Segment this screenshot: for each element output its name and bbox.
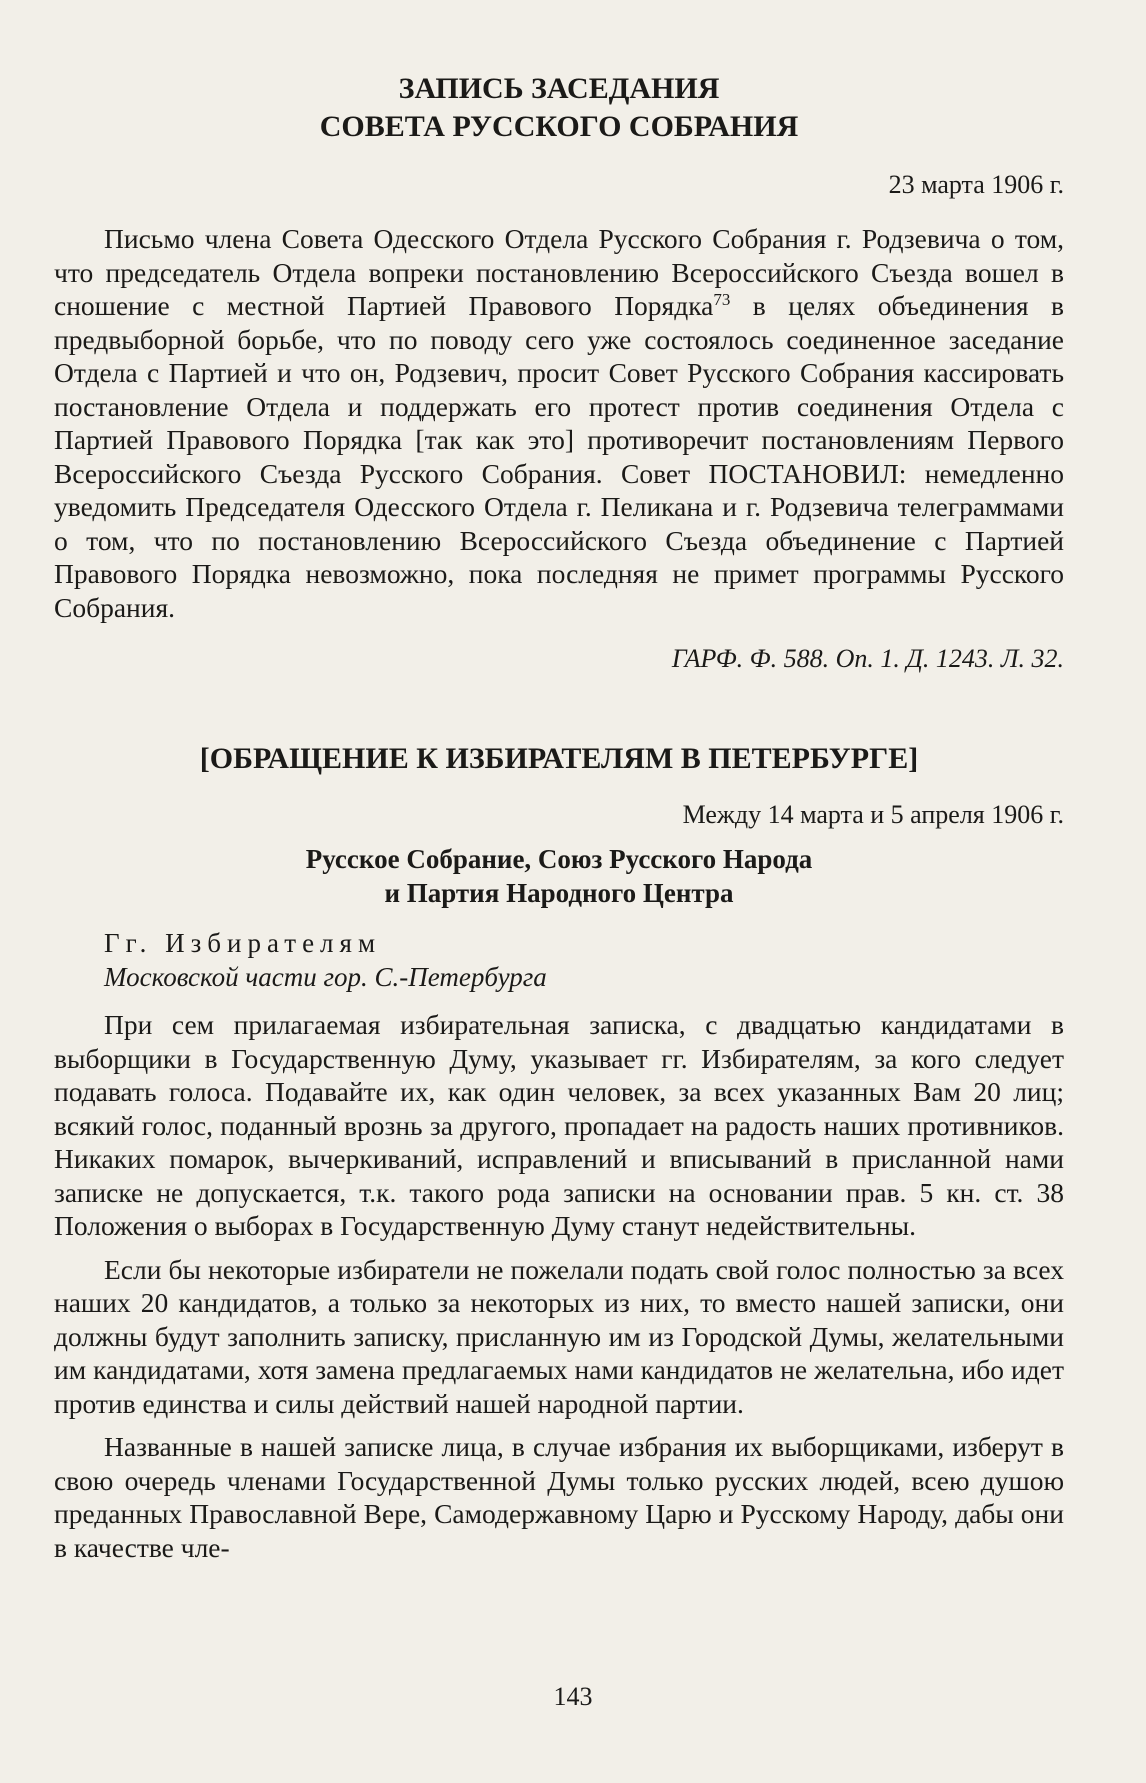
section2-title: [ОБРАЩЕНИЕ К ИЗБИРАТЕЛЯМ В ПЕТЕРБУРГЕ]: [199, 742, 919, 775]
section2-paragraph-1: При сем прилагаемая избирательная записка, с двадцатью кандидатами в выборщики в Государственную Думу, указывает гг. Избирателям, за кого следует подавать голоса. Подавайте их, как один человек, за всех указанных Вам 20 лиц; всякий голос, поданный врознь за другого, пропадает на радость наших противников. Никаких помарок, вычеркиваний, исправлений и вписываний в присланной нами записке не допускается, т.к. такого рода записки на основании прав. 5 кн. ст. 38 Положения о выборах в Государственную Думу станут недействительны.: [54, 1009, 1064, 1241]
archive-source: ГАРФ. Ф. 588. Оп. 1. Д. 1243. Л. 32.: [671, 644, 1064, 673]
section1-title-line2: СОВЕТА РУССКОГО СОБРАНИЯ: [319, 110, 799, 143]
section2-paragraph-2: Если бы некоторые избиратели не пожелали подать свой голос полностью за всех наших 20 кандидатов, а только за некоторых из них, то вместо нашей записки, они должны будут заполнить записку, присланную им из Городской Думы, желательными им кандидатами, хотя замена предлагаемых нами кандидатов не желательна, ибо идет против единства и силы действий нашей народной партии.: [54, 1253, 1064, 1419]
section2-subtitle: [54, 842, 1064, 910]
section2-date: Между 14 марта и 5 апреля 1906 г.: [682, 800, 1064, 829]
section1-paragraph-part1: Письмо члена Совета Одесского Отдела Русского Собрания г. Родзевича о том, что председатель Отдела вопреки постановлению Всероссийского Съезда вошел в сношение с местной Партией Правового Порядка: [54, 223, 1064, 321]
section2-paragraph-3: Названные в нашей записке лица, в случае избрания их выборщиками, изберут в свою очередь членами Государственной Думы только русских людей, всею душою преданных Православной Вере, Самодержавному Царю и Русскому Народу, дабы они в качестве чле-: [54, 1431, 1064, 1563]
section2-subtitle-line2: и Партия Народного Центра: [384, 878, 734, 908]
addressee: Гг. Избирателям: [104, 928, 382, 958]
section1-paragraph-part2: в целях объединения в предвыборной борьбе, что по поводу сего уже состоялось соединенное заседание Отдела с Партией и что он, Родзевич, просит Совет Русского Собрания кассировать постановление Отдела и поддержать его протест против соединения Отдела с Партией Правового Порядка [так как это] противоречит постановлениям Первого Всероссийского Съезда Русского Собрания. Совет ПОСТАНОВИЛ: немедленно уведомить Председателя Одесского Отдела г. Пеликана и г. Родзевича телеграммами о том, что по постановлению Всероссийского Съезда объединение с Партией Правового Порядка невозможно, пока последняя не примет программы Русского Собрания.: [54, 290, 1064, 623]
footnote-ref: 73: [713, 289, 731, 309]
addressee-subtitle: Московской части гор. С.-Петербурга: [104, 962, 547, 992]
section1-title-line1: ЗАПИСЬ ЗАСЕДАНИЯ: [398, 72, 720, 105]
page-number: 143: [553, 1682, 593, 1711]
section2-subtitle-line1: Русское Собрание, Союз Русского Народа: [305, 844, 813, 874]
section1-date: 23 марта 1906 г.: [888, 170, 1064, 199]
section1-paragraph: [54, 222, 1064, 624]
section1-title: [54, 70, 1064, 146]
